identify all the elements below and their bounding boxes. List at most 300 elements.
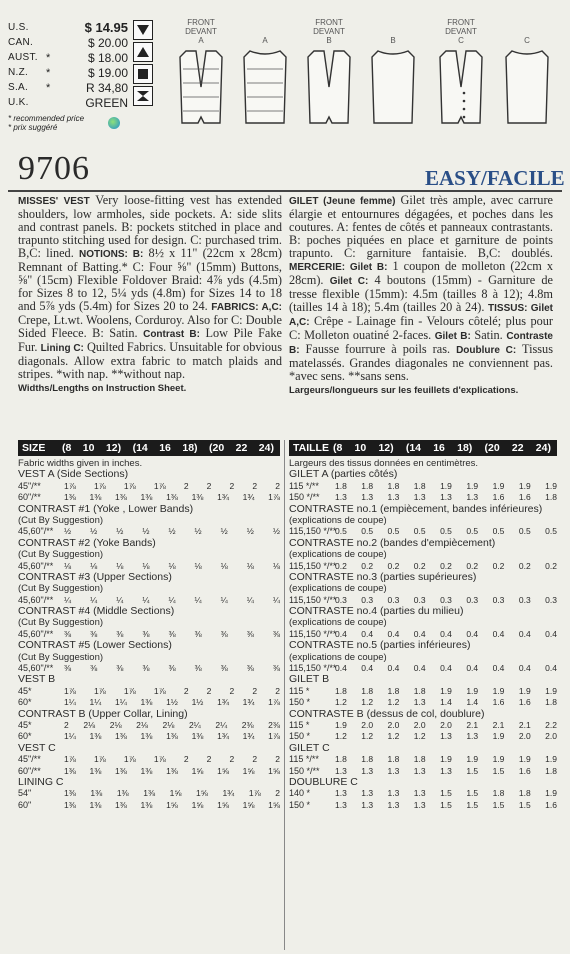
table-caption: CONTRAST #3 (Upper Sections) <box>18 571 172 583</box>
table-cell: 1⅞ <box>123 685 136 696</box>
triangle-up-icon <box>133 42 153 62</box>
table-cell: ¼ <box>272 594 280 605</box>
table-cell: 1.5 <box>466 765 479 776</box>
table-cell: 0.4 <box>492 628 505 639</box>
triangle-down-icon <box>133 20 153 40</box>
table-caption: DOUBLURE C <box>289 776 358 788</box>
table-cell: 0.4 <box>545 663 557 674</box>
table-cell: 1.5 <box>466 788 479 799</box>
table-cell: 1.3 <box>440 765 452 776</box>
table-caption: (explications de coupe) <box>289 514 387 526</box>
price-country: CAN. <box>8 36 34 48</box>
tissus-text: Crêpe - Lainage fin - Velours côtelé; plus pour C: Molleton ouatiné 2-faces. <box>289 314 553 342</box>
gilet-c-label: Gilet C: <box>329 276 369 287</box>
size-cell: 24) <box>258 442 274 454</box>
table-row <box>289 492 557 503</box>
table-cell: 1.2 <box>413 731 426 742</box>
table-cell: ½ <box>272 526 280 537</box>
table-cell: ⅛ <box>246 560 254 571</box>
view-label-line <box>364 27 422 36</box>
yardage-table-fr <box>289 458 557 811</box>
table-caption: (Cut By Suggestion) <box>18 514 104 526</box>
table-cell: 1.9 <box>440 754 452 765</box>
price-row <box>8 65 128 80</box>
table-cell: 1.4 <box>466 697 479 708</box>
size-cell: (20 <box>209 442 225 454</box>
table-caption: LINING C <box>18 776 64 788</box>
table-caption: CONTRASTE no.2 (bandes d'empiècement) <box>289 537 496 549</box>
contraste-text: Fausse fourrure à poils ras. <box>299 342 457 356</box>
table-caption: (Cut By Suggestion) <box>18 583 104 595</box>
view-label-line <box>364 18 422 27</box>
price-row <box>8 95 128 110</box>
table-cell: 0.4 <box>413 628 426 639</box>
table-cell: 1.3 <box>361 788 374 799</box>
table-cell: 1⅝ <box>169 788 182 799</box>
row-label: 54" <box>18 788 32 799</box>
row-label: 115 */** <box>289 480 319 491</box>
recommended-price-dot-icon <box>108 117 120 129</box>
table-cell: 0.4 <box>335 628 347 639</box>
table-cell: ⅜ <box>64 663 72 674</box>
table-cell: 2 <box>275 480 280 491</box>
row-values <box>64 697 280 708</box>
notions-text: 8½ x 11" (22cm x 28cm) Remnant of Batting.* C: Four ⅝" (15mm) Buttons, ⅝" (15cm) Flexible Foldover Braid: 4⅞ yds (4.5m) for Sizes 8 to 12, 5¼ yds (4.8m) for Sizes 14 to 18 and 5⅞ yds (5.4m) for Sizes 20 to 24. <box>18 246 282 313</box>
table-cell: 0.4 <box>545 628 557 639</box>
table-row <box>289 754 557 765</box>
table-cell: 1.3 <box>387 799 400 810</box>
table-cell: 1.3 <box>466 731 479 742</box>
price-row <box>8 35 128 50</box>
row-values <box>64 526 280 537</box>
table-cell: 1½ <box>191 697 204 708</box>
contrast-label: Contrast B: <box>143 329 200 340</box>
price-value: $ 18.00 <box>87 50 128 65</box>
table-cell: 1.5 <box>440 788 452 799</box>
table-cell: 1¼ <box>89 697 102 708</box>
table-caption: (Cut By Suggestion) <box>18 651 104 663</box>
table-cell: 1⅜ <box>115 799 127 810</box>
table-caption: Largeurs des tissus données en centimètres. <box>289 458 479 469</box>
row-label: 150 * <box>289 731 311 742</box>
column-divider <box>284 440 285 950</box>
table-cell: 0.4 <box>492 663 505 674</box>
table-cell: 1.3 <box>440 731 452 742</box>
table-caption: CONTRAST #4 (Middle Sections) <box>18 606 175 618</box>
table-cell: 0.2 <box>387 560 400 571</box>
contraste-label: Contraste B: <box>289 331 553 356</box>
table-cell: 1.3 <box>361 799 374 810</box>
table-cell: ⅜ <box>142 628 150 639</box>
table-cell: 1⅜ <box>115 765 127 776</box>
table-caption: (Cut By Suggestion) <box>18 617 104 629</box>
table-row <box>18 629 280 640</box>
table-caption: (explications de coupe) <box>289 583 387 595</box>
table-cell: 0.5 <box>518 526 531 537</box>
table-cell: ½ <box>220 526 228 537</box>
row-values <box>64 561 280 572</box>
table-cell: 1⅝ <box>191 799 204 810</box>
table-cell: 2 <box>275 685 280 696</box>
table-cell: 1⅜ <box>115 492 127 503</box>
table-caption: (Cut By Suggestion) <box>18 549 104 561</box>
size-cell: 12) <box>105 442 122 454</box>
table-cell: 1⅞ <box>153 685 166 696</box>
table-caption: GILET B <box>289 674 330 686</box>
table-cell: 1.8 <box>335 480 347 491</box>
table-cell: 1⅞ <box>268 697 280 708</box>
table-cell: ⅛ <box>90 560 98 571</box>
table-cell: ⅛ <box>116 560 124 571</box>
table-cell: ⅜ <box>90 628 98 639</box>
row-label: 60"/** <box>18 492 41 503</box>
view-label-line <box>236 18 294 27</box>
vest-sketch-icon <box>504 47 550 127</box>
table-cell: 0.3 <box>466 594 479 605</box>
table-cell: 1.9 <box>518 685 531 696</box>
view-label-line: DEVANT <box>313 27 345 36</box>
table-cell: 1.9 <box>466 685 479 696</box>
row-label: 150 * <box>289 799 311 810</box>
table-cell: 1.4 <box>440 697 452 708</box>
row-values <box>335 629 557 640</box>
table-cell: 1⅞ <box>64 480 76 491</box>
table-cell: ¼ <box>64 594 72 605</box>
notions-label: NOTIONS: B: <box>78 249 144 260</box>
table-row <box>289 697 557 708</box>
taille-header-label: TAILLE <box>293 442 329 454</box>
table-cell: 0.5 <box>335 526 347 537</box>
table-cell: ⅜ <box>90 663 98 674</box>
table-cell: 1.2 <box>335 731 347 742</box>
table-cell: 1⅝ <box>268 765 280 776</box>
table-cell: 0.2 <box>413 560 426 571</box>
row-label: 45,60"/** <box>18 526 54 537</box>
yardage-table-en <box>18 458 280 811</box>
table-cell: 1.8 <box>518 788 531 799</box>
table-cell: 0.3 <box>335 594 347 605</box>
row-label: 140 * <box>289 788 311 799</box>
table-cell: 1⅜ <box>64 799 76 810</box>
vest-sketch-icon <box>306 47 352 127</box>
table-cell: 2.0 <box>361 719 374 730</box>
row-values <box>335 492 557 503</box>
view-label-line: DEVANT <box>185 27 217 36</box>
table-cell: 1.3 <box>413 765 426 776</box>
price-row <box>8 20 128 35</box>
table-cell: 1.6 <box>518 765 531 776</box>
table-caption: CONTRASTE no.1 (empiècement, bandes inférieures) <box>289 503 543 515</box>
view-label-line: FRONT <box>447 18 475 27</box>
row-label: 60* <box>18 731 32 742</box>
row-label: 45* <box>18 685 32 696</box>
table-caption: (explications de coupe) <box>289 549 387 561</box>
table-cell: 0.3 <box>545 594 557 605</box>
row-label: 45* <box>18 719 32 730</box>
table-cell: 1.5 <box>440 799 452 810</box>
size-cell: 18) <box>457 442 473 454</box>
table-cell: 0.5 <box>545 526 557 537</box>
row-label: 45,60"/** <box>18 560 54 571</box>
table-cell: 2.0 <box>440 719 452 730</box>
table-cell: 0.4 <box>466 663 479 674</box>
price-row <box>8 50 128 65</box>
table-cell: 1⅜ <box>140 765 153 776</box>
table-row <box>289 629 557 640</box>
table-cell: 1.8 <box>387 685 400 696</box>
table-cell: 1¾ <box>242 697 255 708</box>
price-mark: * <box>46 66 51 79</box>
table-cell: 1.9 <box>492 754 505 765</box>
description-french <box>289 194 553 397</box>
table-row <box>18 754 280 765</box>
table-row <box>18 766 280 777</box>
table-cell: ⅜ <box>116 628 124 639</box>
size-header-label: SIZE <box>22 442 46 454</box>
table-cell: 1.8 <box>413 685 426 696</box>
table-cell: 1⅜ <box>89 492 102 503</box>
table-row <box>18 720 280 731</box>
table-cell: 1.2 <box>361 731 374 742</box>
table-cell: ⅜ <box>194 628 202 639</box>
gilet-c-text: 4 boutons (15mm) - Garniture de tresse flexible (15mm): 4.5m (tailles 8 à 12); 4.8m (tailles 14 à 18); 5.4m (tailles 20 à 24). <box>289 273 553 314</box>
table-cell: 1⅞ <box>93 754 106 765</box>
table-cell: ½ <box>116 526 124 537</box>
row-label: 45,60"/** <box>18 628 54 639</box>
table-cell: 2 <box>252 685 258 696</box>
table-cell: 1⅜ <box>89 731 102 742</box>
table-cell: 1.3 <box>387 788 400 799</box>
size-cell: 18) <box>182 442 198 454</box>
price-row <box>8 80 128 95</box>
difficulty-label: EASY/FACILE <box>425 166 565 190</box>
table-cell: 0.4 <box>335 663 347 674</box>
view-label-line <box>236 27 294 36</box>
size-list <box>62 442 280 454</box>
table-cell: 1.8 <box>335 754 347 765</box>
table-cell: 2 <box>252 754 258 765</box>
view-label <box>498 18 556 127</box>
row-values <box>64 766 280 777</box>
table-cell: ⅛ <box>272 560 280 571</box>
table-cell: 1.8 <box>335 685 347 696</box>
table-cell: 1.3 <box>387 765 400 776</box>
table-cell: 1¾ <box>217 697 229 708</box>
size-cell: (8 <box>333 442 343 454</box>
row-values <box>64 481 280 492</box>
view-label-line: FRONT <box>315 18 343 27</box>
desc-text: Very loose-fitting vest has extended shoulders, low armholes, side pockets. A: side slits and contrast panels. B: pockets stitched in place and trapunto stitching used for design. C: purchased trim. B,C: lined. <box>18 193 283 260</box>
table-row <box>289 561 557 572</box>
table-cell: 1⅜ <box>166 492 178 503</box>
row-values <box>64 686 280 697</box>
bowtie-icon <box>133 86 153 106</box>
row-label: 115 * <box>289 719 310 730</box>
table-cell: 1⅞ <box>64 754 76 765</box>
table-cell: 1.3 <box>413 697 426 708</box>
table-cell: ⅜ <box>116 663 124 674</box>
table-cell: 1.9 <box>518 754 531 765</box>
table-cell: 0.4 <box>466 628 479 639</box>
table-row <box>18 561 280 572</box>
table-cell: 2.0 <box>413 719 426 730</box>
row-values <box>335 788 557 799</box>
table-cell: 1⅜ <box>90 788 103 799</box>
table-cell: ⅜ <box>220 628 228 639</box>
table-cell: 2 <box>206 685 212 696</box>
table-cell: 1⅜ <box>191 731 204 742</box>
table-cell: ⅜ <box>142 663 150 674</box>
table-row <box>18 697 280 708</box>
table-cell: 0.5 <box>440 526 452 537</box>
table-cell: ½ <box>246 526 254 537</box>
table-cell: 2⅛ <box>162 719 175 730</box>
table-cell: 1½ <box>166 697 178 708</box>
vest-sketch-icon <box>438 47 484 127</box>
table-cell: 1.8 <box>413 480 426 491</box>
table-cell: 2.0 <box>387 719 400 730</box>
desc-footer: Widths/Lengths on Instruction Sheet. <box>18 383 187 394</box>
table-cell: 1⅝ <box>242 765 255 776</box>
desc-footer-fr: Largeurs/longueurs sur les feuillets d'explications. <box>289 385 519 396</box>
table-cell: ½ <box>90 526 98 537</box>
table-cell: 2⅛ <box>109 719 122 730</box>
row-values <box>64 788 280 799</box>
table-cell: 1⅜ <box>140 697 153 708</box>
table-cell: 1⅜ <box>115 731 127 742</box>
desc-title-fr: GILET (Jeune femme) <box>289 196 396 207</box>
table-row <box>289 788 557 799</box>
contrast-text: Low Pile Fake Fur. <box>18 326 282 354</box>
table-cell: 1.9 <box>492 480 505 491</box>
table-cell: 1.9 <box>492 731 505 742</box>
size-cell: (20 <box>484 442 500 454</box>
price-country: U.S. <box>8 21 29 33</box>
table-cell: 2⅛ <box>136 719 148 730</box>
price-value: $ 19.00 <box>87 65 128 80</box>
table-cell: 1.9 <box>518 480 531 491</box>
row-values <box>335 663 557 674</box>
table-cell: 1.8 <box>361 754 374 765</box>
table-cell: 1.9 <box>545 480 557 491</box>
desc-title: MISSES' VEST <box>18 196 90 207</box>
table-row <box>18 800 280 811</box>
table-caption: CONTRASTE no.5 (parties inférieures) <box>289 640 471 652</box>
view-label <box>236 18 294 127</box>
table-cell: 1⅞ <box>153 480 166 491</box>
table-caption: CONTRAST #2 (Yoke Bands) <box>18 537 156 549</box>
table-cell: 1.8 <box>545 492 557 503</box>
view-label-line: DEVANT <box>445 27 477 36</box>
price-note-en: * recommended price <box>8 114 85 123</box>
table-cell: 1⅜ <box>166 765 178 776</box>
table-cell: 1.3 <box>413 492 426 503</box>
table-cell: 2¼ <box>215 719 228 730</box>
table-caption: GILET C <box>289 742 330 754</box>
table-caption: VEST C <box>18 742 56 754</box>
table-cell: 1⅜ <box>64 788 76 799</box>
table-cell: ⅛ <box>64 560 72 571</box>
row-label: 115 */** <box>289 754 319 765</box>
table-cell: ⅜ <box>246 663 254 674</box>
table-cell: 0.3 <box>387 594 400 605</box>
size-cell: 10 <box>354 442 367 454</box>
table-cell: 1⅜ <box>166 731 178 742</box>
table-cell: 2 <box>183 480 189 491</box>
table-cell: 1.9 <box>545 788 557 799</box>
table-cell: 0.2 <box>466 560 479 571</box>
table-cell: 1⅜ <box>64 765 76 776</box>
table-cell: 1.3 <box>413 788 426 799</box>
table-row <box>18 492 280 503</box>
row-label: 115,150 */** <box>289 628 337 639</box>
table-row <box>18 663 280 674</box>
table-cell: 1.9 <box>545 685 557 696</box>
table-cell: 1¾ <box>242 731 255 742</box>
mercerie-text: 1 coupon de molleton (22cm x 28cm). <box>289 259 553 287</box>
table-cell: 1⅜ <box>89 765 102 776</box>
table-cell: 1.6 <box>545 799 557 810</box>
table-cell: ⅜ <box>194 663 202 674</box>
row-values <box>335 526 557 537</box>
row-values <box>335 754 557 765</box>
size-symbols <box>133 20 155 108</box>
table-cell: 1.6 <box>492 492 505 503</box>
view-sketches <box>172 18 562 138</box>
view-label <box>364 18 422 127</box>
table-cell: 1⅜ <box>140 799 153 810</box>
price-list <box>8 20 128 110</box>
price-mark: * <box>46 51 51 64</box>
view-label-line: C <box>524 36 530 45</box>
price-value: GREEN <box>85 95 128 110</box>
description-english <box>18 194 282 395</box>
table-cell: 1.3 <box>335 788 347 799</box>
table-cell: 1.8 <box>387 480 400 491</box>
table-cell: 0.2 <box>361 560 374 571</box>
table-row <box>289 720 557 731</box>
table-cell: 1.8 <box>361 685 374 696</box>
table-cell: 0.4 <box>440 628 452 639</box>
price-note-fr: * prix suggéré <box>8 123 58 132</box>
row-values <box>335 697 557 708</box>
table-row <box>18 595 280 606</box>
table-caption: VEST A (Side Sections) <box>18 469 129 481</box>
table-cell: 2⅛ <box>83 719 96 730</box>
view-label-line: A <box>198 36 204 45</box>
table-cell: 1.8 <box>413 754 426 765</box>
table-caption: GILET A (parties côtés) <box>289 469 398 481</box>
table-row <box>289 526 557 537</box>
table-cell: 1.8 <box>545 697 557 708</box>
table-cell: 1.3 <box>387 492 400 503</box>
row-values <box>335 561 557 572</box>
row-label: 115,150 */** <box>289 560 337 571</box>
price-country: S.A. <box>8 81 29 93</box>
table-cell: 2 <box>275 754 280 765</box>
row-label: 60* <box>18 697 32 708</box>
table-cell: 0.5 <box>492 526 505 537</box>
table-cell: 1.3 <box>335 765 347 776</box>
table-cell: 2 <box>183 754 189 765</box>
row-label: 60"/** <box>18 765 41 776</box>
table-cell: 0.2 <box>440 560 452 571</box>
view-label-line <box>498 18 556 27</box>
table-cell: ⅜ <box>168 663 176 674</box>
table-caption: CONTRAST B (Upper Collar, Lining) <box>18 708 188 720</box>
table-cell: 1⅝ <box>191 765 204 776</box>
table-cell: ⅜ <box>272 628 280 639</box>
